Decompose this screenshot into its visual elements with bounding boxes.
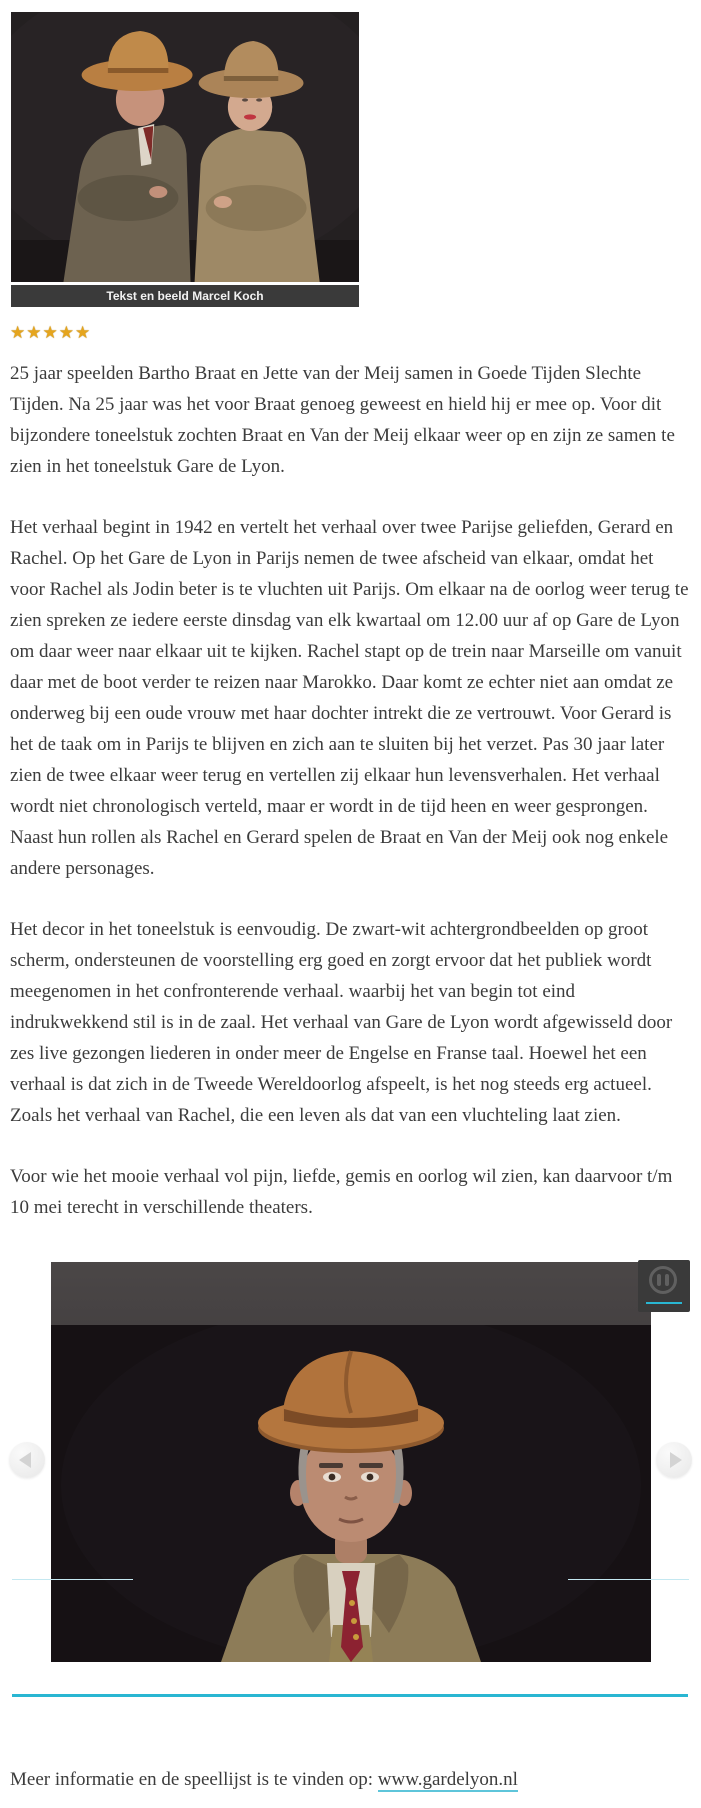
footer-text: Meer informatie en de speellijst is te vinden op: bbox=[10, 1769, 378, 1790]
section-divider bbox=[12, 1694, 688, 1697]
carousel-left-accent-line bbox=[12, 1579, 133, 1580]
carousel-photo bbox=[51, 1325, 651, 1662]
image-carousel bbox=[0, 1262, 701, 1662]
carousel-right-accent-line bbox=[568, 1579, 689, 1580]
article-body bbox=[10, 358, 692, 1253]
hero-photo bbox=[11, 12, 359, 282]
pause-icon bbox=[649, 1266, 677, 1294]
hero-figure bbox=[11, 12, 359, 307]
carousel-pause-button[interactable] bbox=[638, 1260, 690, 1312]
carousel-slide bbox=[51, 1262, 651, 1662]
carousel-next-button[interactable] bbox=[656, 1442, 692, 1478]
hero-caption: Tekst en beeld Marcel Koch bbox=[11, 285, 359, 307]
two-actors-illustration bbox=[11, 12, 359, 282]
chevron-right-icon bbox=[670, 1452, 682, 1468]
article-paragraph: 25 jaar speelden Bartho Braat en Jette van der Meij samen in Goede Tijden Slechte Tijden. Na 25 jaar was het voor Braat genoeg geweest en hield hij er mee op. Voor dit bijzondere toneelstuk zochten Braat en Van der Meij elkaar weer op en zijn ze samen te zien in het toneelstuk Gare de Lyon. bbox=[10, 363, 675, 477]
footer-info bbox=[10, 1764, 518, 1795]
carousel-transition-band bbox=[51, 1262, 651, 1325]
pause-active-underline bbox=[646, 1302, 682, 1304]
actor-portrait-illustration bbox=[51, 1325, 651, 1662]
chevron-left-icon bbox=[19, 1452, 31, 1468]
carousel-prev-button[interactable] bbox=[9, 1442, 45, 1478]
article-paragraph: Voor wie het mooie verhaal vol pijn, liefde, gemis en oorlog wil zien, kan daarvoor t/m 10 mei terecht in verschillende theaters. bbox=[10, 1166, 673, 1218]
article-paragraph: Het verhaal begint in 1942 en vertelt het verhaal over twee Parijse geliefden, Gerard en Rachel. Op het Gare de Lyon in Parijs nemen de twee afscheid van elkaar, omdat het voor Rachel als Jodin beter is te vluchten uit Parijs. Om elkaar na de oorlog weer terug te zien spreken ze iedere eerste dinsdag van elk kwartaal om 12.00 uur af op Gare de Lyon om daar weer naar elkaar uit te kijken. Rachel stapt op de trein naar Marseille om vanuit daar met de boot verder te reizen naar Marokko. Daar komt ze echter niet aan omdat ze onderweg bij een oude vrouw met haar dochter intrekt die ze vertrouwt. Voor Gerard is het de taak om in Parijs te blijven en zich aan te sluiten bij het verzet. Pas 30 jaar later zien de twee elkaar weer terug en vertellen zij elkaar hun levensverhalen. Het verhaal wordt niet chronologisch verteld, maar er wordt in de tijd heen en weer gesprongen. Naast hun rollen als Rachel en Gerard spelen de Braat en Van der Meij ook nog enkele andere personages. bbox=[10, 517, 689, 879]
article-paragraph: Het decor in het toneelstuk is eenvoudig. De zwart-wit achtergrondbeelden op groot scherm, ondersteunen de voorstelling erg goed en zorgt ervoor dat het publiek wordt meegenomen in het confronterende verhaal. waarbij het van begin tot eind indrukwekkend stil is in de zaal. Het verhaal van Gare de Lyon wordt afgewisseld door zes live gezongen liederen in onder meer de Engelse en Franse taal. Hoewel het een verhaal is dat zich in de Tweede Wereldoorlog afspeelt, is het nog steeds erg actueel. Zoals het verhaal van Rachel, die een leven als dat van een vluchteling laat zien. bbox=[10, 919, 673, 1126]
gardelyon-link[interactable]: www.gardelyon.nl bbox=[377, 1769, 518, 1790]
star-rating: ★★★★★ bbox=[10, 323, 92, 343]
